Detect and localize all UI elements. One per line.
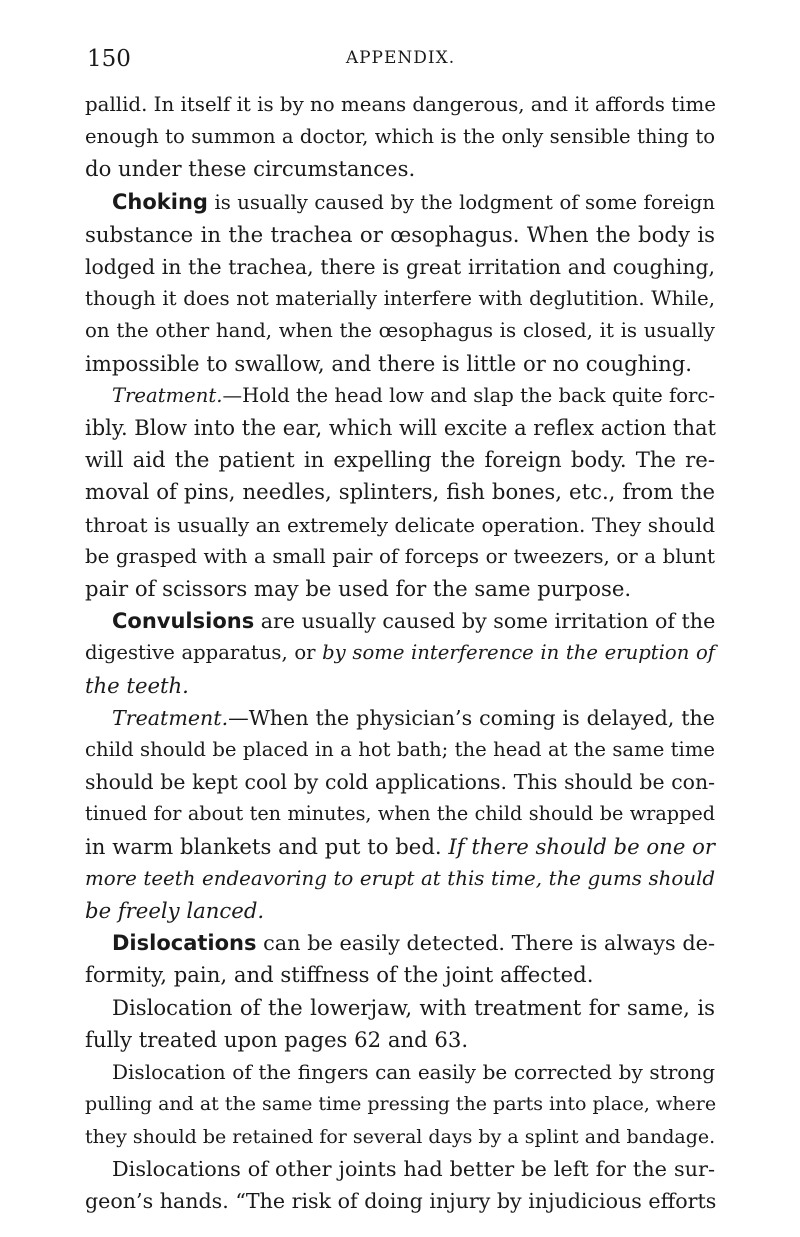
text-line xyxy=(85,895,715,927)
text-line: will aid the patient in expelling the foreign body. The re- xyxy=(85,447,715,473)
text-line xyxy=(85,831,715,863)
text-line xyxy=(85,605,715,637)
text-line: enough to summon a doctor, which is the only sensible thing to xyxy=(85,125,715,149)
text-line: they should be retained for several days by a splint and bandage. xyxy=(85,1125,716,1148)
text-run: are usually caused by some irritation of the xyxy=(254,609,716,634)
section-heading-choking: Choking xyxy=(112,189,208,214)
text-line: ibly. Blow into the ear, which will excite a reflex action that xyxy=(85,416,716,441)
running-head: APPENDIX. xyxy=(345,48,456,68)
text-line xyxy=(85,702,715,734)
text-run: is usually caused by the lodgment of some foreign xyxy=(207,190,715,214)
page-number: 150 xyxy=(87,46,131,72)
text-line: tinued for about ten minutes, when the child should be wrapped xyxy=(85,802,715,826)
text-line: should be kept cool by cold applications. This should be con- xyxy=(85,770,715,795)
text-line: be grasped with a small pair of forceps or tweezers, or a blunt xyxy=(85,544,715,568)
text-line xyxy=(85,670,715,702)
italic-run: by some interference in the eruption of xyxy=(322,641,715,665)
italic-run: the teeth. xyxy=(85,672,189,698)
italic-run: If there should be one or xyxy=(448,833,716,859)
text-line xyxy=(85,637,715,669)
text-line: though it does not materially interfere with deglutition. While, xyxy=(85,287,715,311)
text-line: geon’s hands. “The risk of doing injury by injudicious efforts xyxy=(85,1188,717,1213)
text-line: pallid. In itself it is by no means dangerous, and it affords time xyxy=(85,93,716,116)
text-line: on the other hand, when the œsophagus is closed, it is usually xyxy=(85,319,715,343)
text-run: can be easily detected. There is always de- xyxy=(256,931,715,956)
text-run: digestive apparatus, or xyxy=(85,641,323,665)
text-line xyxy=(85,863,715,895)
text-line xyxy=(85,380,715,412)
italic-run: be freely lanced. xyxy=(85,898,265,924)
text-line: throat is usually an extremely delicate operation. They should xyxy=(85,512,715,537)
text-line: Dislocation of the lowerjaw, with treatment for same, is xyxy=(112,994,715,1020)
text-line: impossible to swallow, and there is little or no coughing. xyxy=(85,350,693,376)
text-line: moval of pins, needles, splinters, fish bones, etc., from the xyxy=(85,479,715,505)
text-line: child should be placed in a hot bath; the head at the same time xyxy=(85,738,715,762)
text-line: Dislocation of the fingers can easily be corrected by strong xyxy=(112,1060,715,1085)
text-line: pair of scissors may be used for the same purpose. xyxy=(85,576,632,602)
text-line: formity, pain, and stiffness of the joint affected. xyxy=(85,962,594,988)
text-line: Dislocations of other joints had better be left for the sur- xyxy=(112,1156,715,1181)
text-line: pulling and at the same time pressing the parts into place, where xyxy=(85,1093,717,1116)
text-run: —When the physician’s coming is delayed, the xyxy=(228,705,715,730)
treatment-label: Treatment. xyxy=(112,383,223,407)
text-line: lodged in the trachea, there is great irritation and coughing, xyxy=(85,255,715,280)
page-header xyxy=(87,46,714,76)
section-heading-dislocations: Dislocations xyxy=(112,931,257,956)
treatment-label: Treatment. xyxy=(112,705,229,730)
section-heading-convulsions: Convulsions xyxy=(112,609,255,634)
text-line: fully treated upon pages 62 and 63. xyxy=(85,1026,469,1052)
body-text xyxy=(85,89,715,1217)
text-run: —Hold the head low and slap the back quite forc- xyxy=(222,383,715,407)
italic-run: more teeth endeavoring to erupt at this time, the gums should xyxy=(85,866,715,890)
text-line xyxy=(85,927,715,959)
text-line: do under these circumstances. xyxy=(85,156,416,182)
text-line xyxy=(85,186,715,219)
text-run: in warm blankets and put to bed. xyxy=(85,833,449,859)
text-line: substance in the trachea or œsophagus. When the body is xyxy=(85,221,715,247)
